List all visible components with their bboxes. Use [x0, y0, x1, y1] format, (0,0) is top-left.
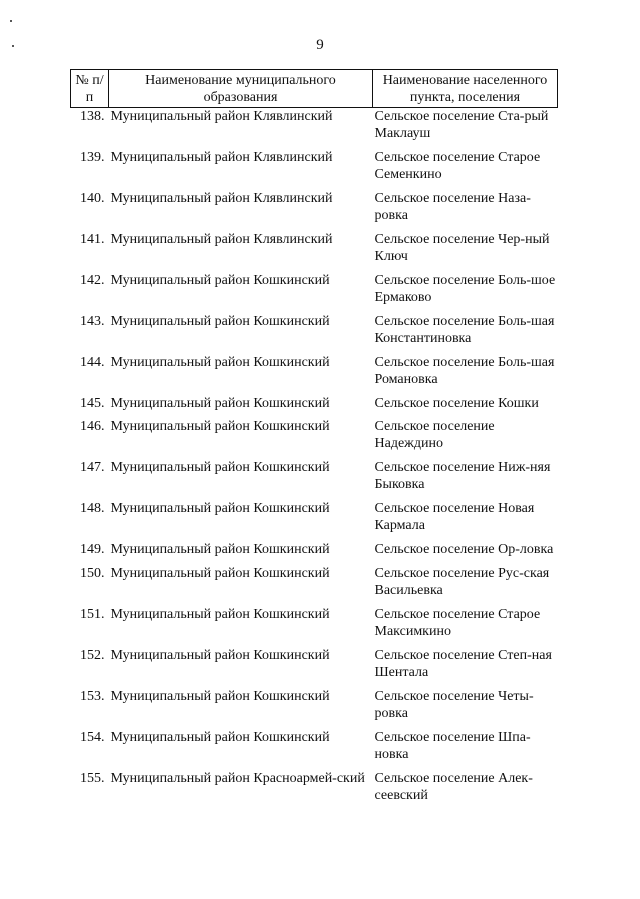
table-row [71, 313, 558, 354]
settlement-cell: Сельское поселение Кошки [374, 396, 539, 411]
table-row [71, 272, 558, 313]
municipality-cell: Муниципальный район Красноармей-ский [110, 771, 365, 786]
row-number: 139. [80, 150, 105, 165]
settlement-cell: Сельское поселение Ста-рый Маклауш [374, 109, 549, 141]
municipality-cell: Муниципальный район Клявлинский [110, 191, 333, 206]
municipality-cell: Муниципальный район Клявлинский [110, 109, 333, 124]
row-number: 140. [80, 191, 105, 206]
row-number: 144. [80, 355, 105, 370]
row-number: 147. [80, 460, 105, 475]
municipality-cell: Муниципальный район Кошкинский [110, 607, 330, 622]
settlement-cell: Сельское поселение Четы-ровка [374, 689, 534, 721]
settlement-cell: Сельское поселение Алек-сеевский [374, 771, 533, 803]
municipality-cell: Муниципальный район Клявлинский [110, 150, 333, 165]
row-number: 138. [80, 109, 105, 124]
row-number: 149. [80, 542, 105, 557]
settlement-cell: Сельское поселение Чер-ный Ключ [374, 232, 550, 264]
municipality-cell: Муниципальный район Кошкинский [110, 730, 330, 745]
header-num: № п/п [71, 70, 109, 108]
scan-speck [10, 20, 12, 22]
table-row [71, 565, 558, 606]
municipality-cell: Муниципальный район Кошкинский [110, 460, 330, 475]
row-number: 141. [80, 232, 105, 247]
row-number: 142. [80, 273, 105, 288]
row-number: 150. [80, 566, 105, 581]
table-body [71, 108, 558, 812]
table-row [71, 606, 558, 647]
table-row [71, 395, 558, 418]
header-municipality: Наименование муниципального образования [109, 70, 373, 108]
table-row [71, 647, 558, 688]
table-row [71, 149, 558, 190]
municipality-cell: Муниципальный район Кошкинский [110, 314, 330, 329]
row-number: 155. [80, 771, 105, 786]
municipality-cell: Муниципальный район Кошкинский [110, 273, 330, 288]
settlement-cell: Сельское поселение Рус-ская Васильевка [374, 566, 550, 598]
settlement-cell: Сельское поселение Боль-шая Романовка [374, 355, 555, 387]
table-row [71, 688, 558, 729]
settlement-cell: Сельское поселение Надеждино [374, 419, 495, 451]
page-number: 9 [316, 37, 324, 53]
municipality-cell: Муниципальный район Кошкинский [110, 542, 330, 557]
table-row [71, 500, 558, 541]
table-row [71, 231, 558, 272]
table-header-row [71, 70, 558, 108]
row-number: 153. [80, 689, 105, 704]
table-row [71, 541, 558, 565]
header-settlement: Наименование населенного пункта, поселения [373, 70, 558, 108]
municipality-cell: Муниципальный район Кошкинский [110, 419, 330, 434]
municipality-cell: Муниципальный район Кошкинский [110, 501, 330, 516]
settlements-table [70, 69, 558, 811]
settlement-cell: Сельское поселение Боль-шая Константиновка [374, 314, 555, 346]
row-number: 151. [80, 607, 105, 622]
table-row [71, 770, 558, 811]
settlement-cell: Сельское поселение Ор-ловка [374, 542, 554, 557]
municipality-cell: Муниципальный район Кошкинский [110, 396, 330, 411]
row-number: 154. [80, 730, 105, 745]
settlement-cell: Сельское поселение Старое Максимкино [374, 607, 541, 639]
row-number: 143. [80, 314, 105, 329]
settlement-cell: Сельское поселение Ниж-няя Быковка [374, 460, 551, 492]
municipality-cell: Муниципальный район Кошкинский [110, 689, 330, 704]
scan-speck [12, 45, 14, 47]
table-row [71, 729, 558, 770]
table-row [71, 190, 558, 231]
settlement-cell: Сельское поселение Новая Кармала [374, 501, 535, 533]
row-number: 146. [80, 419, 105, 434]
table-row [71, 108, 558, 150]
municipality-cell: Муниципальный район Кошкинский [110, 355, 330, 370]
table-row [71, 418, 558, 459]
municipality-cell: Муниципальный район Клявлинский [110, 232, 333, 247]
settlement-cell: Сельское поселение Боль-шое Ермаково [374, 273, 556, 305]
table-row [71, 354, 558, 395]
municipality-cell: Муниципальный район Кошкинский [110, 648, 330, 663]
settlement-cell: Сельское поселение Шпа-новка [374, 730, 531, 762]
row-number: 148. [80, 501, 105, 516]
row-number: 145. [80, 396, 105, 411]
settlement-cell: Сельское поселение Степ-ная Шентала [374, 648, 552, 680]
row-number: 152. [80, 648, 105, 663]
table-row [71, 459, 558, 500]
municipality-cell: Муниципальный район Кошкинский [110, 566, 330, 581]
settlement-cell: Сельское поселение Наза-ровка [374, 191, 531, 223]
settlement-cell: Сельское поселение Старое Семенкино [374, 150, 541, 182]
